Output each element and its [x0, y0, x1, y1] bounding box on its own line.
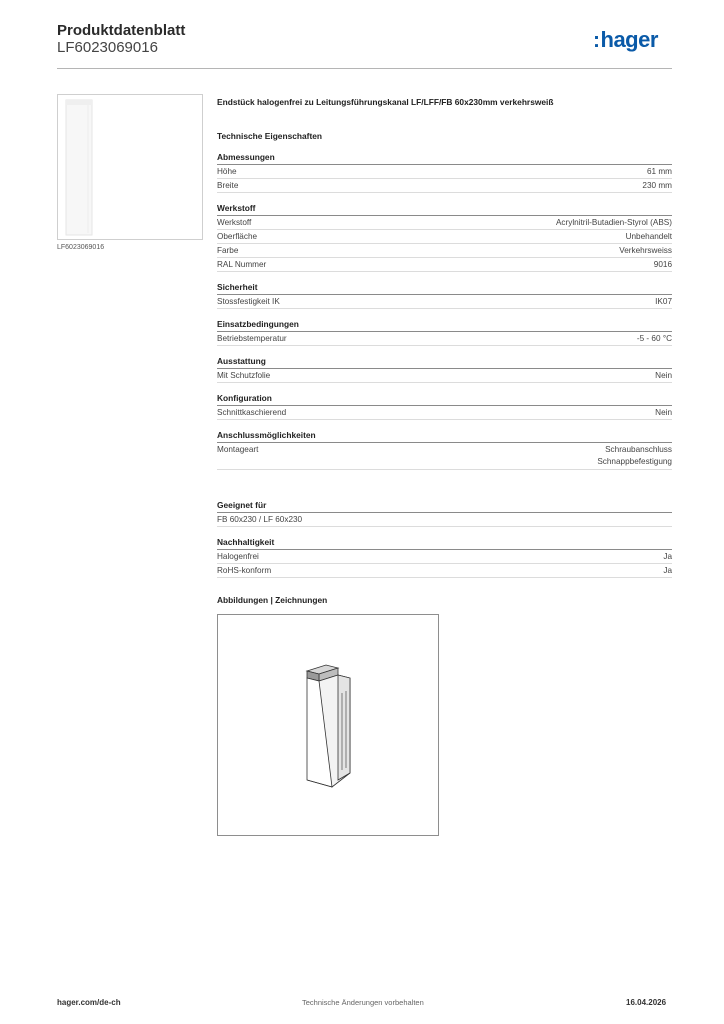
property-label: Halogenfrei [217, 552, 259, 561]
property-value: Ja [663, 552, 672, 561]
footer-date: 16.04.2026 [626, 998, 667, 1007]
product-code: LF6023069016 [57, 39, 158, 56]
property-value: Ja [663, 566, 672, 575]
spacer [217, 470, 672, 490]
property-row [217, 513, 672, 527]
property-value: IK07 [655, 297, 672, 306]
property-row [217, 564, 672, 578]
property-row [217, 443, 672, 470]
suitable-for-group [217, 500, 672, 527]
property-value: Verkehrsweiss [619, 246, 672, 255]
property-row [217, 216, 672, 230]
sustainability-group [217, 537, 672, 578]
property-groups [217, 152, 672, 470]
property-group [217, 282, 672, 309]
property-value: Nein [655, 371, 672, 380]
end-cap-drawing-icon [218, 615, 438, 835]
property-group [217, 356, 672, 383]
group-title: Ausstattung [217, 356, 672, 369]
product-thumbnail [57, 94, 203, 240]
suitable-value: FB 60x230 / LF 60x230 [217, 515, 303, 524]
property-row [217, 258, 672, 272]
technical-drawing [217, 614, 439, 836]
product-title: Endstück halogenfrei zu Leitungsführungskanal LF/LFF/FB 60x230mm verkehrsweiß [217, 97, 554, 107]
group-title: Geeignet für [217, 500, 672, 513]
thumbnail-caption: LF6023069016 [57, 244, 105, 251]
property-group [217, 152, 672, 193]
property-row [217, 230, 672, 244]
property-group [217, 430, 672, 470]
property-value: Nein [655, 408, 672, 417]
group-title: Anschlussmöglichkeiten [217, 430, 672, 443]
property-label: Farbe [217, 246, 239, 255]
hager-logo: :hager [593, 27, 658, 52]
header-divider [57, 68, 672, 69]
footer-website: hager.com/de-ch [57, 998, 121, 1007]
drawings-title: Abbildungen | Zeichnungen [217, 595, 328, 605]
property-value: Acrylnitril-Butadien-Styrol (ABS) [555, 218, 672, 227]
property-value: Unbehandelt [625, 232, 672, 241]
property-row [217, 406, 672, 420]
group-title: Sicherheit [217, 282, 672, 295]
property-row [217, 550, 672, 564]
footer-notice: Technische Änderungen vorbehalten [302, 998, 424, 1007]
property-row [217, 369, 672, 383]
property-value: 9016 [653, 260, 672, 269]
group-title: Werkstoff [217, 203, 672, 216]
main-content [217, 96, 672, 836]
group-title: Nachhaltigkeit [217, 537, 672, 550]
property-label: RoHS-konform [217, 566, 272, 575]
property-row [217, 295, 672, 309]
section-title: Technische Eigenschaften [217, 131, 323, 141]
property-label: Oberfläche [217, 232, 258, 241]
property-label: Breite [217, 181, 239, 190]
property-label: Montageart [217, 445, 259, 454]
document-title: Produktdatenblatt [57, 22, 186, 39]
group-title: Einsatzbedingungen [217, 319, 672, 332]
group-title: Abmessungen [217, 152, 672, 165]
property-label: Werkstoff [217, 218, 252, 227]
logo-text: hager [600, 27, 658, 52]
property-label: Betriebstemperatur [217, 334, 287, 343]
property-row [217, 165, 672, 179]
property-row [217, 244, 672, 258]
property-group [217, 393, 672, 420]
group-title: Konfiguration [217, 393, 672, 406]
end-cap-front-icon [58, 95, 202, 239]
property-row [217, 179, 672, 193]
property-label: RAL Nummer [217, 260, 267, 269]
property-label: Höhe [217, 167, 237, 176]
property-value: -5 - 60 °C [636, 334, 672, 343]
property-group [217, 203, 672, 272]
property-value: Schraubanschluss Schnappbefestigung [597, 445, 672, 466]
property-label: Stossfestigkeit IK [217, 297, 280, 306]
property-value: 230 mm [642, 181, 672, 190]
property-group [217, 319, 672, 346]
property-label: Mit Schutzfolie [217, 371, 271, 380]
property-row [217, 332, 672, 346]
property-value: 61 mm [646, 167, 672, 176]
property-label: Schnittkaschierend [217, 408, 287, 417]
